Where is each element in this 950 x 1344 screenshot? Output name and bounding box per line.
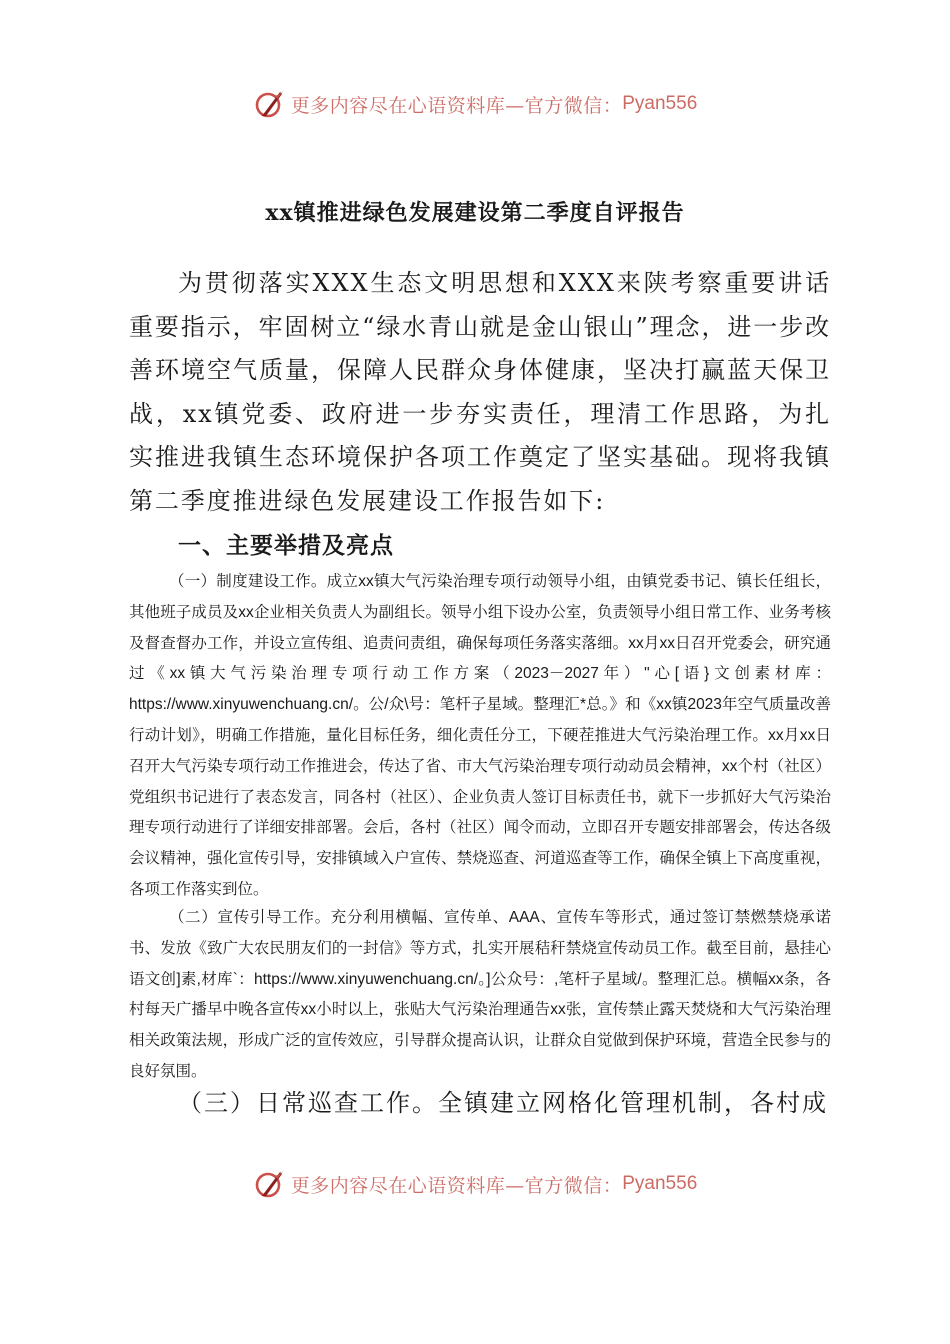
banner-text: 更多内容尽在心语资料库—官方微信： xyxy=(290,1174,623,1197)
banner-wechat-id: Pyan556 xyxy=(622,1173,698,1194)
paragraph-publicity: （二）宣传引导工作。充分利用横幅、宣传单、AAA、宣传车等形式，通过签订禁燃禁烧承诺书、发放《致广大农民朋友们的一封信》等方式，扎实开展秸秆禁烧宣传动员工作。截至目前，悬挂心语文创]素,材库`：https://www.xinyuwenchuang.cn/。]公众号：,笔杆子星域/。整理汇总。横幅xx条，各村每天广播早中晚各宣传xx小时以上，张贴大气污染治理通告xx张，宣传禁止露天焚烧和大气污染治理相关政策法规，形成广泛的宣传效应，引导群众提高认识，让群众自觉做到保护环境，营造全民参与的良好氛围。 xyxy=(129,909,831,1080)
section-heading-main-measures: 一、主要举措及亮点 xyxy=(178,532,394,559)
paragraph-daily-inspection: （三）日常巡查工作。全镇建立网格化管理机制，各村成 xyxy=(178,1089,828,1117)
quill-pen-circle-icon xyxy=(253,1167,287,1201)
document-title: xx镇推进绿色发展建设第二季度自评报告 xyxy=(265,200,685,226)
header-watermark-banner xyxy=(0,84,950,124)
paragraph-system-building: （一）制度建设工作。成立xx镇大气污染治理专项行动领导小组，由镇党委书记、镇长任组长，其他班子成员及xx企业相关负责人为副组长。领导小组下设办公室，负责领导小组日常工作、业务考核及督查督办工作，并设立宣传组、追责问责组，确保每项任务落实落细。xx月xx日召开党委会，研究通过《xx镇大气污染治理专项行动工作方案（2023－2027年）"心[语}文创素材库：https://www.xinyuwenchuang.cn/。公/众\号：笔杆子星域。整理汇*总。》和《xx镇2023年空气质量改善行动计划》，明确工作措施，量化目标任务，细化责任分工，下硬茬推进大气污染治理工作。xx月xx日召开大气污染专项行动工作推进会，传达了省、市大气污染治理专项行动动员会精神，xx个村（社区）党组织书记进行了表态发言，同各村（社区）、企业负责人签订目标责任书，就下一步抓好大气污染治理专项行动进行了详细安排部署。会后，各村（社区）闻令而动，立即召开专题安排部署会，传达各级会议精神，强化宣传引导，安排镇域入户宣传、禁烧巡查、河道巡查等工作，确保全镇上下高度重视，各项工作落实到位。 xyxy=(129,573,831,898)
intro-paragraph: 为贯彻落实XXX生态文明思想和XXX来陕考察重要讲话重要指示，牢固树立“绿水青山就是金山银山”理念，进一步改善环境空气质量，保障人民群众身体健康，坚决打赢蓝天保卫战，xx镇党委、政府进一步夯实责任，理清工作思路，为扎实推进我镇生态环境保护各项工作奠定了坚实基础。现将我镇第二季度推进绿色发展建设工作报告如下: xyxy=(129,269,831,515)
banner-wechat-id: Pyan556 xyxy=(622,93,698,114)
footer-watermark-banner xyxy=(0,1164,950,1204)
quill-pen-circle-icon xyxy=(253,87,287,121)
banner-text: 更多内容尽在心语资料库—官方微信： xyxy=(290,94,623,117)
